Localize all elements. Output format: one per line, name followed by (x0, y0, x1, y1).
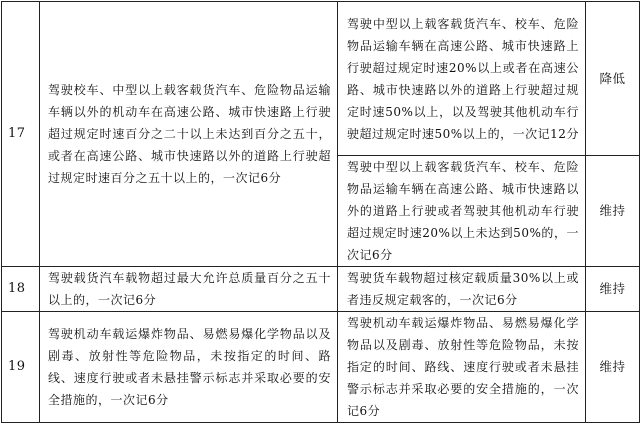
table-row (2, 2, 640, 156)
new-rule-text: 驾驶货车载物超过核定载质量30%以上或者违反规定载客的，一次记6分 (338, 267, 586, 312)
row-number: 18 (2, 267, 40, 312)
old-rule-text: 驾驶载货汽车载物超过最大允许总质量百分之五十以上的，一次记6分 (40, 267, 338, 312)
change-status: 维持 (586, 312, 640, 423)
new-rule-text: 驾驶机动车载运爆炸物品、易燃易爆化学物品以及剧毒、放射性等危险物品，未按指定的时间、路线、速度行驶或者未悬挂警示标志并采取必要的安全措施的，一次记6分 (338, 312, 586, 423)
row-number: 19 (2, 312, 40, 423)
new-rule-text: 驾驶中型以上载客载货汽车、校车、危险物品运输车辆在高速公路、城市快速路以外的道路上行驶或者驾驶其他机动车行驶超过规定时速20%以上未达到50%的，一次记6分 (338, 156, 586, 267)
change-status: 维持 (586, 267, 640, 312)
comparison-table (1, 1, 640, 423)
change-status: 降低 (586, 2, 640, 156)
table-row (2, 312, 640, 423)
row-number: 17 (2, 2, 40, 267)
old-rule-text: 驾驶机动车载运爆炸物品、易燃易爆化学物品以及剧毒、放射性等危险物品，未按指定的时间、路线、速度行驶或者未悬挂警示标志并采取必要的安全措施的，一次记6分 (40, 312, 338, 423)
old-rule-text: 驾驶校车、中型以上载客载货汽车、危险物品运输车辆以外的机动车在高速公路、城市快速路上行驶超过规定时速百分之二十以上未达到百分之五十，或者在高速公路、城市快速路以外的道路上行驶超过规定时速百分之五十以上的，一次记6分 (40, 2, 338, 267)
table-row (2, 267, 640, 312)
new-rule-text: 驾驶中型以上载客载货汽车、校车、危险物品运输车辆在高速公路、城市快速路上行驶超过规定时速20%以上或者在高速公路、城市快速路以外的道路上行驶超过规定时速50%以上，以及驾驶其他机动车行驶超过规定时速50%以上的，一次记12分 (338, 2, 586, 156)
change-status: 维持 (586, 156, 640, 267)
